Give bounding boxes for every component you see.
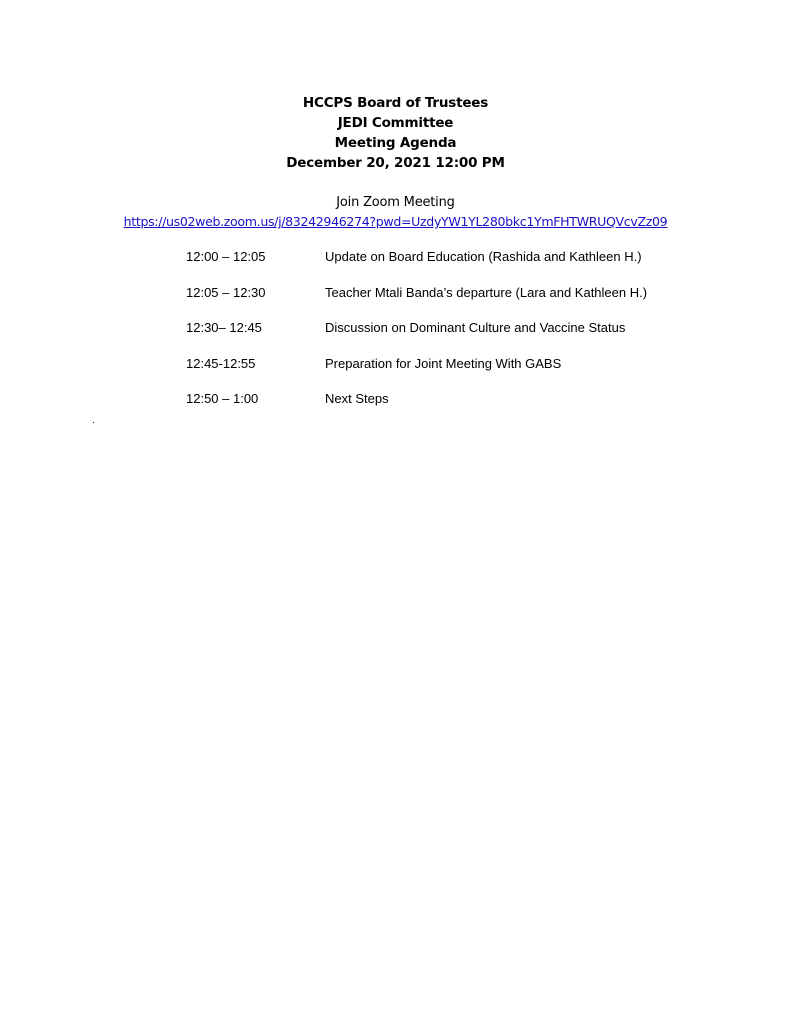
zoom-meeting-label: Join Zoom Meeting [336, 195, 455, 210]
agenda-row [186, 390, 746, 426]
zoom-meeting-link[interactable]: https://us02web.zoom.us/j/83242946274?pwd=UzdyYW1YL280bkc1YmFHTWRUQVcvZz09 [123, 214, 668, 229]
zoom-link-container [0, 212, 791, 231]
agenda-time: 12:30– 12:45 [186, 320, 262, 336]
committee-title: JEDI Committee [337, 115, 454, 131]
agenda-row [186, 355, 746, 391]
agenda-time: 12:00 – 12:05 [186, 249, 266, 264]
meeting-datetime: December 20, 2021 12:00 PM [286, 155, 505, 171]
agenda-time: 12:50 – 1:00 [186, 391, 259, 407]
agenda-row [186, 319, 746, 355]
agenda-item: Teacher Mtali Banda’s departure (Lara and Kathleen H.) [325, 284, 648, 300]
agenda-list [186, 248, 746, 426]
agenda-time: 12:05 – 12:30 [186, 284, 266, 300]
agenda-item: Preparation for Joint Meeting With GABS [325, 355, 562, 371]
agenda-item: Next Steps [325, 391, 389, 407]
agenda-item: Discussion on Dominant Culture and Vaccine Status [325, 320, 626, 336]
agenda-header [0, 93, 791, 173]
agenda-row [186, 284, 746, 320]
agenda-item: Update on Board Education (Rashida and Kathleen H.) [325, 249, 642, 264]
agenda-row [186, 248, 746, 284]
agenda-time: 12:45-12:55 [186, 355, 256, 371]
board-title: HCCPS Board of Trustees [302, 95, 489, 111]
stray-period-mark: . [92, 415, 95, 426]
document-title: Meeting Agenda [334, 135, 457, 151]
